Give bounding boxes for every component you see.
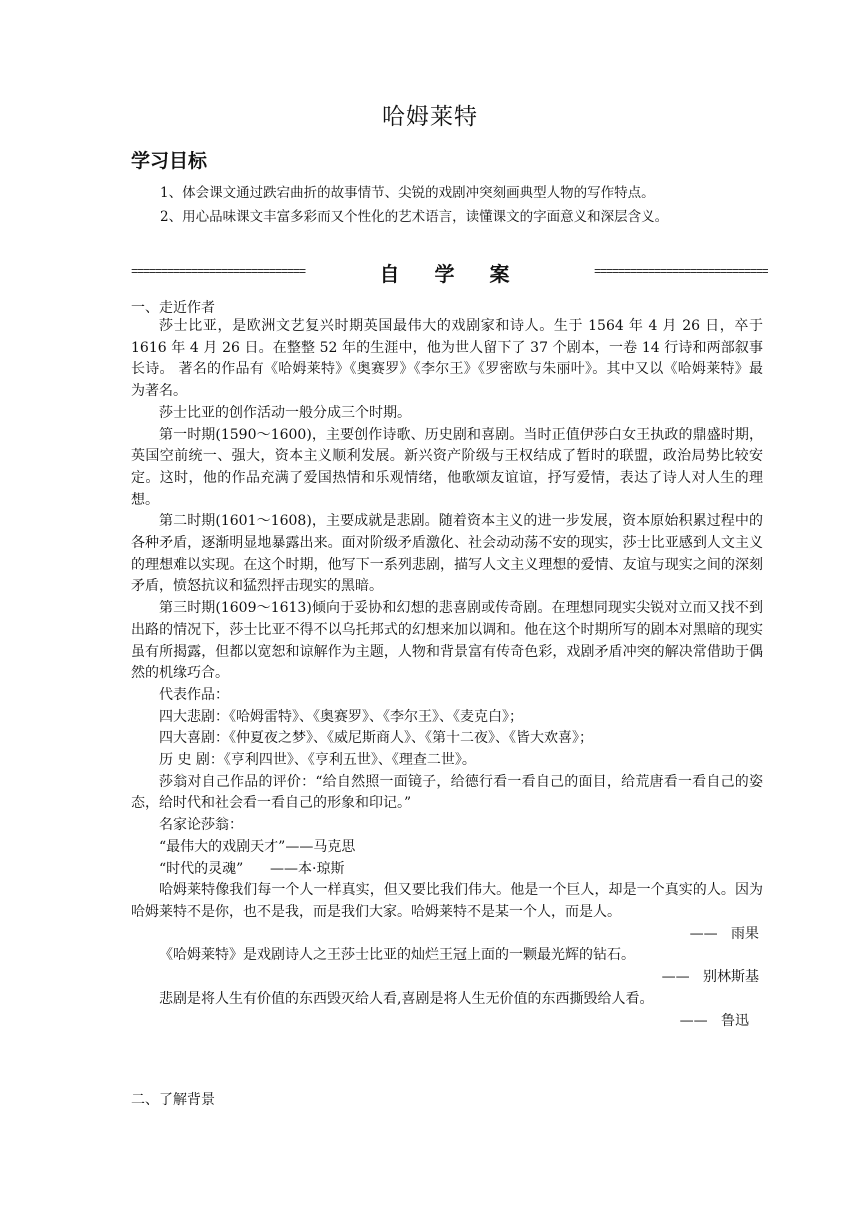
section-heading-background: 二、了解背景 <box>131 1092 215 1108</box>
objectives-heading: 学习目标 <box>131 150 208 172</box>
self-study-divider <box>131 260 768 284</box>
works-comedies: 四大喜剧：《仲夏夜之梦》、《威尼斯商人》、《第十二夜》、《皆大欢喜》； <box>159 730 593 747</box>
divider-rule-right: ============================= <box>593 265 768 279</box>
critics-label: 名家论莎翁： <box>159 817 243 834</box>
paragraph-period-3: 第三时期(1609～1613)倾向于妥协和幻想的悲喜剧或传奇剧。在理想同现实尖锐对立而又找不到出路的情况下，莎士比亚不得不以乌托邦式的幻想来加以调和。他在这个时期所写的剧本对黑暗的现实虽有所揭露，但都以宽恕和谅解作为主题，人物和背景富有传奇色彩，戏剧矛盾冲突的解决常借助于偶然的机缘巧合。 <box>131 600 763 682</box>
section-heading-author: 一、走近作者 <box>131 300 215 316</box>
document-title: 哈姆莱特 <box>382 104 478 130</box>
quote-luxun-attribution: —— 鲁迅 <box>679 1012 749 1029</box>
quote-luxun-text: 悲剧是将人生有价值的东西毁灭给人看,喜剧是将人生无价值的东西撕毁给人看。 <box>159 990 654 1007</box>
works-tragedies: 四大悲剧：《哈姆雷特》、《奥赛罗》、《李尔王》、《麦克白》； <box>159 708 523 725</box>
author-section-body <box>131 316 763 1032</box>
paragraph-periods: 莎士比亚的创作活动一般分成三个时期。 <box>159 404 411 421</box>
quote-belinsky-attribution: —— 别林斯基 <box>661 969 759 986</box>
quote-jonson: “时代的灵魂” ——本·琼斯 <box>159 860 345 877</box>
objective-item-2: 2、用心品味课文丰富多彩而又个性化的艺术语言，读懂课文的字面意义和深层含义。 <box>160 209 669 225</box>
divider-rule-left: ============================= <box>131 265 306 279</box>
quote-hugo-text: 哈姆莱特像我们每一个人一样真实，但又要比我们伟大。他是一个巨人，却是一个真实的人。因为哈姆莱特不是你，也不是我，而是我们大家。哈姆莱特不是某一个人，而是人。 <box>131 882 763 920</box>
works-histories: 历 史 剧：《亨利四世》、《亨利五世》、《理查二世》。 <box>159 752 476 769</box>
objective-item-1: 1、体会课文通过跌宕曲折的故事情节、尖锐的戏剧冲突刻画典型人物的写作特点。 <box>160 185 655 201</box>
paragraph-period-1: 第一时期(1590～1600)，主要创作诗歌、历史剧和喜剧。当时正值伊莎白女王执政的鼎盛时期，英国空前统一、强大，资本主义顺利发展。新兴资产阶级与王权结成了暂时的联盟，政治局势比较安定。这时，他的作品充满了爱国热情和乐观情绪，他歌颂友谊谊，抒写爱情，表达了诗人对人生的理想。 <box>131 426 763 508</box>
quote-hugo-attribution: —— 雨果 <box>689 925 759 942</box>
divider-title: 自 学 案 <box>379 261 520 286</box>
paragraph-period-2: 第二时期(1601～1608)，主要成就是悲剧。随着资本主义的进一步发展，资本原始积累过程中的各种矛盾，逐渐明显地暴露出来。面对阶级矛盾激化、社会动动荡不安的现实，莎士比亚感到人文主义的理想难以实现。在这个时期，他写下一系列悲剧，描写人文主义理想的爱情、友谊与现实之间的深刻矛盾，愤怒抗议和猛烈抨击现实的黑暗。 <box>131 513 763 595</box>
quote-belinsky-text: 《哈姆莱特》是戏剧诗人之王莎士比亚的灿烂王冠上面的一颗最光辉的钻石。 <box>159 947 635 964</box>
self-evaluation-quote: 莎翁对自己作品的评价：“给自然照一面镜子，给德行看一看自己的面目，给荒唐看一看自己的姿态，给时代和社会看一看自己的形象和印记。” <box>131 773 763 812</box>
works-label: 代表作品： <box>159 686 229 703</box>
quote-marx: “最伟大的戏剧天才”——马克思 <box>159 838 356 855</box>
paragraph-intro: 莎士比亚，是欧洲文艺复兴时期英国最伟大的戏剧家和诗人。生于 1564 年 4 月 26 日，卒于 1616 年 4 月 26 日。在整整 52 年的生涯中，他为世人留下了 37 个剧本，一卷 14 行诗和两部叙事长诗。 著名的作品有《哈姆莱特》《奥赛罗》《李尔王》《罗密欧与朱丽叶》。其中又以《哈姆莱特》最为著名。 <box>131 318 763 400</box>
